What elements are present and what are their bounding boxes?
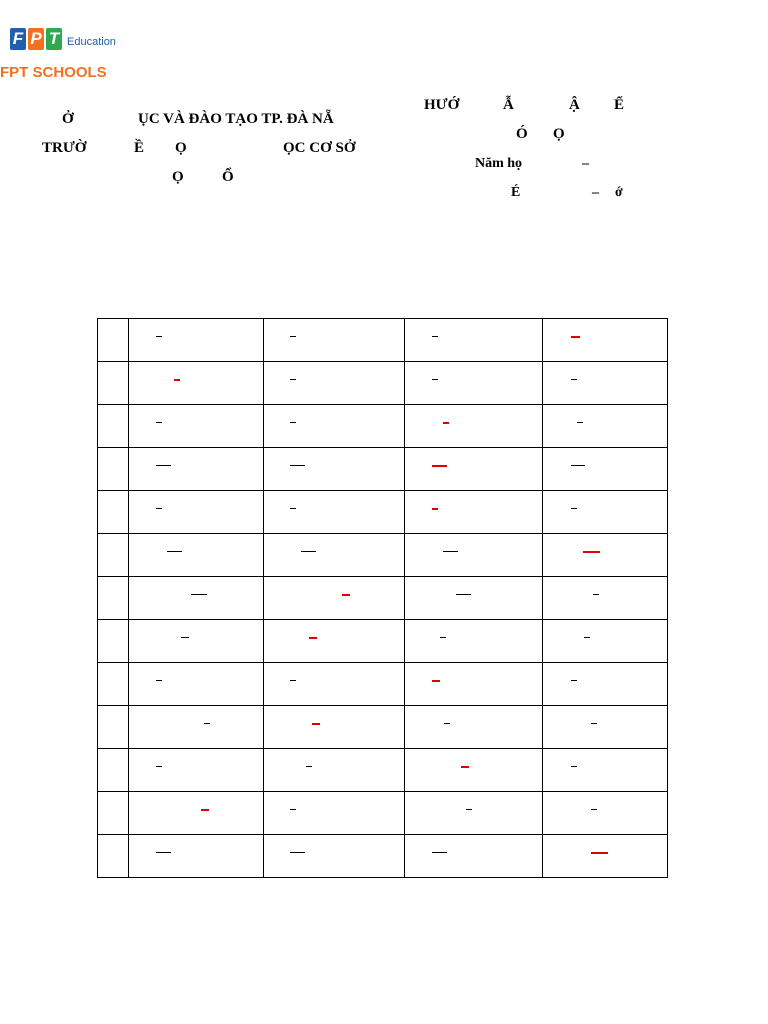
answer-option-cell bbox=[543, 448, 668, 491]
correct-answer-mark bbox=[443, 422, 449, 424]
answer-option-cell bbox=[129, 792, 264, 835]
right-header-line1-b: Ẫ bbox=[503, 97, 514, 113]
answer-key-table bbox=[97, 318, 668, 878]
answer-mark bbox=[156, 852, 171, 853]
answer-mark bbox=[290, 508, 296, 509]
answer-option-cell bbox=[543, 577, 668, 620]
answer-option-cell bbox=[129, 663, 264, 706]
answer-mark bbox=[440, 637, 446, 638]
table-row bbox=[98, 792, 668, 835]
table-row bbox=[98, 620, 668, 663]
table-row bbox=[98, 835, 668, 878]
fpt-logo-mark bbox=[10, 28, 116, 50]
answer-option-cell bbox=[543, 663, 668, 706]
left-header-line2-b: Ề bbox=[134, 140, 145, 156]
answer-mark bbox=[204, 723, 210, 724]
answer-option-cell bbox=[264, 448, 405, 491]
answer-option-cell bbox=[543, 706, 668, 749]
question-number-cell bbox=[98, 706, 129, 749]
answer-mark bbox=[301, 551, 316, 552]
right-header-line1-a: HƯỚ bbox=[424, 97, 460, 113]
table-row bbox=[98, 706, 668, 749]
table-row bbox=[98, 663, 668, 706]
answer-option-cell bbox=[543, 835, 668, 878]
correct-answer-mark bbox=[312, 723, 320, 725]
answer-option-cell bbox=[264, 405, 405, 448]
answer-option-cell bbox=[405, 534, 543, 577]
table-row bbox=[98, 319, 668, 362]
left-header-line2-d: ỌC CƠ SỞ bbox=[283, 140, 356, 156]
answer-mark bbox=[290, 379, 296, 380]
answer-option-cell bbox=[129, 405, 264, 448]
answer-option-cell bbox=[129, 319, 264, 362]
answer-mark bbox=[571, 766, 577, 767]
answer-option-cell bbox=[264, 663, 405, 706]
answer-mark bbox=[290, 852, 305, 853]
answer-option-cell bbox=[405, 749, 543, 792]
answer-option-cell bbox=[129, 706, 264, 749]
answer-option-cell bbox=[264, 749, 405, 792]
answer-mark bbox=[593, 594, 599, 595]
answer-option-cell bbox=[543, 491, 668, 534]
question-number-cell bbox=[98, 534, 129, 577]
answer-option-cell bbox=[405, 405, 543, 448]
left-header-line1-a: Ở bbox=[62, 111, 74, 127]
correct-answer-mark bbox=[432, 465, 447, 467]
answer-option-cell bbox=[129, 749, 264, 792]
question-number-cell bbox=[98, 663, 129, 706]
answer-mark bbox=[591, 723, 597, 724]
answer-mark bbox=[290, 336, 296, 337]
right-header-line1-d: Ể bbox=[614, 97, 625, 113]
question-number-cell bbox=[98, 448, 129, 491]
answer-mark bbox=[577, 422, 583, 423]
answer-option-cell bbox=[129, 448, 264, 491]
right-header-school-year-dash: – bbox=[582, 156, 589, 171]
answer-option-cell bbox=[264, 491, 405, 534]
answer-mark bbox=[444, 723, 450, 724]
right-header-line1-c: Ậ bbox=[569, 97, 580, 113]
correct-answer-mark bbox=[309, 637, 317, 639]
answer-mark bbox=[432, 379, 438, 380]
answer-option-cell bbox=[405, 319, 543, 362]
answer-option-cell bbox=[264, 534, 405, 577]
answer-option-cell bbox=[543, 749, 668, 792]
question-number-cell bbox=[98, 620, 129, 663]
answer-option-cell bbox=[543, 405, 668, 448]
answer-option-cell bbox=[543, 620, 668, 663]
left-header-line2-c: Ọ bbox=[175, 140, 187, 156]
answer-option-cell bbox=[264, 792, 405, 835]
answer-option-cell bbox=[264, 577, 405, 620]
right-header-line2-b: Ọ bbox=[553, 126, 565, 142]
question-number-cell bbox=[98, 577, 129, 620]
table-row bbox=[98, 405, 668, 448]
table-row bbox=[98, 362, 668, 405]
correct-answer-mark bbox=[461, 766, 469, 768]
answer-mark bbox=[156, 508, 162, 509]
correct-answer-mark bbox=[432, 508, 438, 510]
answer-option-cell bbox=[129, 362, 264, 405]
answer-option-cell bbox=[405, 835, 543, 878]
question-number-cell bbox=[98, 491, 129, 534]
answer-option-cell bbox=[405, 706, 543, 749]
answer-mark bbox=[466, 809, 472, 810]
answer-mark bbox=[456, 594, 471, 595]
answer-mark bbox=[571, 680, 577, 681]
answer-option-cell bbox=[129, 491, 264, 534]
correct-answer-mark bbox=[571, 336, 580, 338]
answer-mark bbox=[191, 594, 207, 595]
answer-option-cell bbox=[543, 319, 668, 362]
answer-option-cell bbox=[543, 362, 668, 405]
answer-mark bbox=[591, 809, 597, 810]
answer-option-cell bbox=[405, 491, 543, 534]
answer-option-cell bbox=[129, 620, 264, 663]
answer-option-cell bbox=[264, 362, 405, 405]
table-row bbox=[98, 448, 668, 491]
left-header-line1-b: ỤC VÀ ĐÀO TẠO TP. ĐÀ NẴ bbox=[138, 111, 334, 127]
left-header-line3-b: Ổ bbox=[222, 169, 234, 185]
answer-option-cell bbox=[264, 835, 405, 878]
answer-mark bbox=[290, 680, 296, 681]
answer-option-cell bbox=[129, 577, 264, 620]
question-number-cell bbox=[98, 835, 129, 878]
right-header-line2-a: Ó bbox=[516, 126, 528, 142]
question-number-cell bbox=[98, 362, 129, 405]
answer-mark bbox=[167, 551, 182, 552]
question-number-cell bbox=[98, 749, 129, 792]
correct-answer-mark bbox=[342, 594, 350, 596]
answer-option-cell bbox=[264, 319, 405, 362]
answer-mark bbox=[156, 465, 171, 466]
left-header-line2-a: TRƯỜ bbox=[42, 140, 87, 156]
answer-option-cell bbox=[543, 792, 668, 835]
answer-option-cell bbox=[264, 620, 405, 663]
answer-mark bbox=[156, 766, 162, 767]
fpt-schools-label: FPT SCHOOLS bbox=[0, 64, 107, 81]
answer-mark bbox=[290, 422, 296, 423]
table-row bbox=[98, 577, 668, 620]
question-number-cell bbox=[98, 792, 129, 835]
correct-answer-mark bbox=[583, 551, 600, 553]
logo-letter-t: T bbox=[46, 28, 62, 50]
logo-letter-f: F bbox=[10, 28, 26, 50]
logo-letter-p: P bbox=[28, 28, 44, 50]
logo-education-text: Education bbox=[67, 36, 116, 48]
right-header-school-year-label: Năm họ bbox=[475, 156, 523, 171]
right-header-line4-b: – bbox=[592, 185, 599, 200]
answer-option-cell bbox=[405, 620, 543, 663]
answer-mark bbox=[181, 637, 189, 638]
correct-answer-mark bbox=[174, 379, 180, 381]
answer-mark bbox=[432, 336, 438, 337]
answer-mark bbox=[432, 852, 447, 853]
correct-answer-mark bbox=[432, 680, 440, 682]
left-header-line3-a: Ọ bbox=[172, 169, 184, 185]
answer-option-cell bbox=[405, 362, 543, 405]
answer-mark bbox=[156, 422, 162, 423]
correct-answer-mark bbox=[201, 809, 209, 811]
answer-option-cell bbox=[543, 534, 668, 577]
answer-option-cell bbox=[405, 663, 543, 706]
correct-answer-mark bbox=[591, 852, 608, 854]
answer-option-cell bbox=[405, 448, 543, 491]
answer-mark bbox=[571, 465, 585, 466]
table-row bbox=[98, 749, 668, 792]
right-header-line4-c: ớ bbox=[615, 185, 623, 200]
answer-mark bbox=[156, 680, 162, 681]
fpt-education-logo bbox=[0, 28, 130, 88]
table-row bbox=[98, 491, 668, 534]
answer-option-cell bbox=[405, 792, 543, 835]
answer-mark bbox=[290, 465, 305, 466]
answer-option-cell bbox=[405, 577, 543, 620]
table-row bbox=[98, 534, 668, 577]
answer-mark bbox=[290, 809, 296, 810]
answer-mark bbox=[571, 379, 577, 380]
question-number-cell bbox=[98, 319, 129, 362]
right-header-line4-a: É bbox=[511, 185, 521, 200]
answer-mark bbox=[571, 508, 577, 509]
answer-mark bbox=[306, 766, 312, 767]
answer-mark bbox=[584, 637, 590, 638]
answer-mark bbox=[156, 336, 162, 337]
answer-option-cell bbox=[129, 534, 264, 577]
question-number-cell bbox=[98, 405, 129, 448]
answer-option-cell bbox=[264, 706, 405, 749]
answer-mark bbox=[443, 551, 458, 552]
answer-option-cell bbox=[129, 835, 264, 878]
